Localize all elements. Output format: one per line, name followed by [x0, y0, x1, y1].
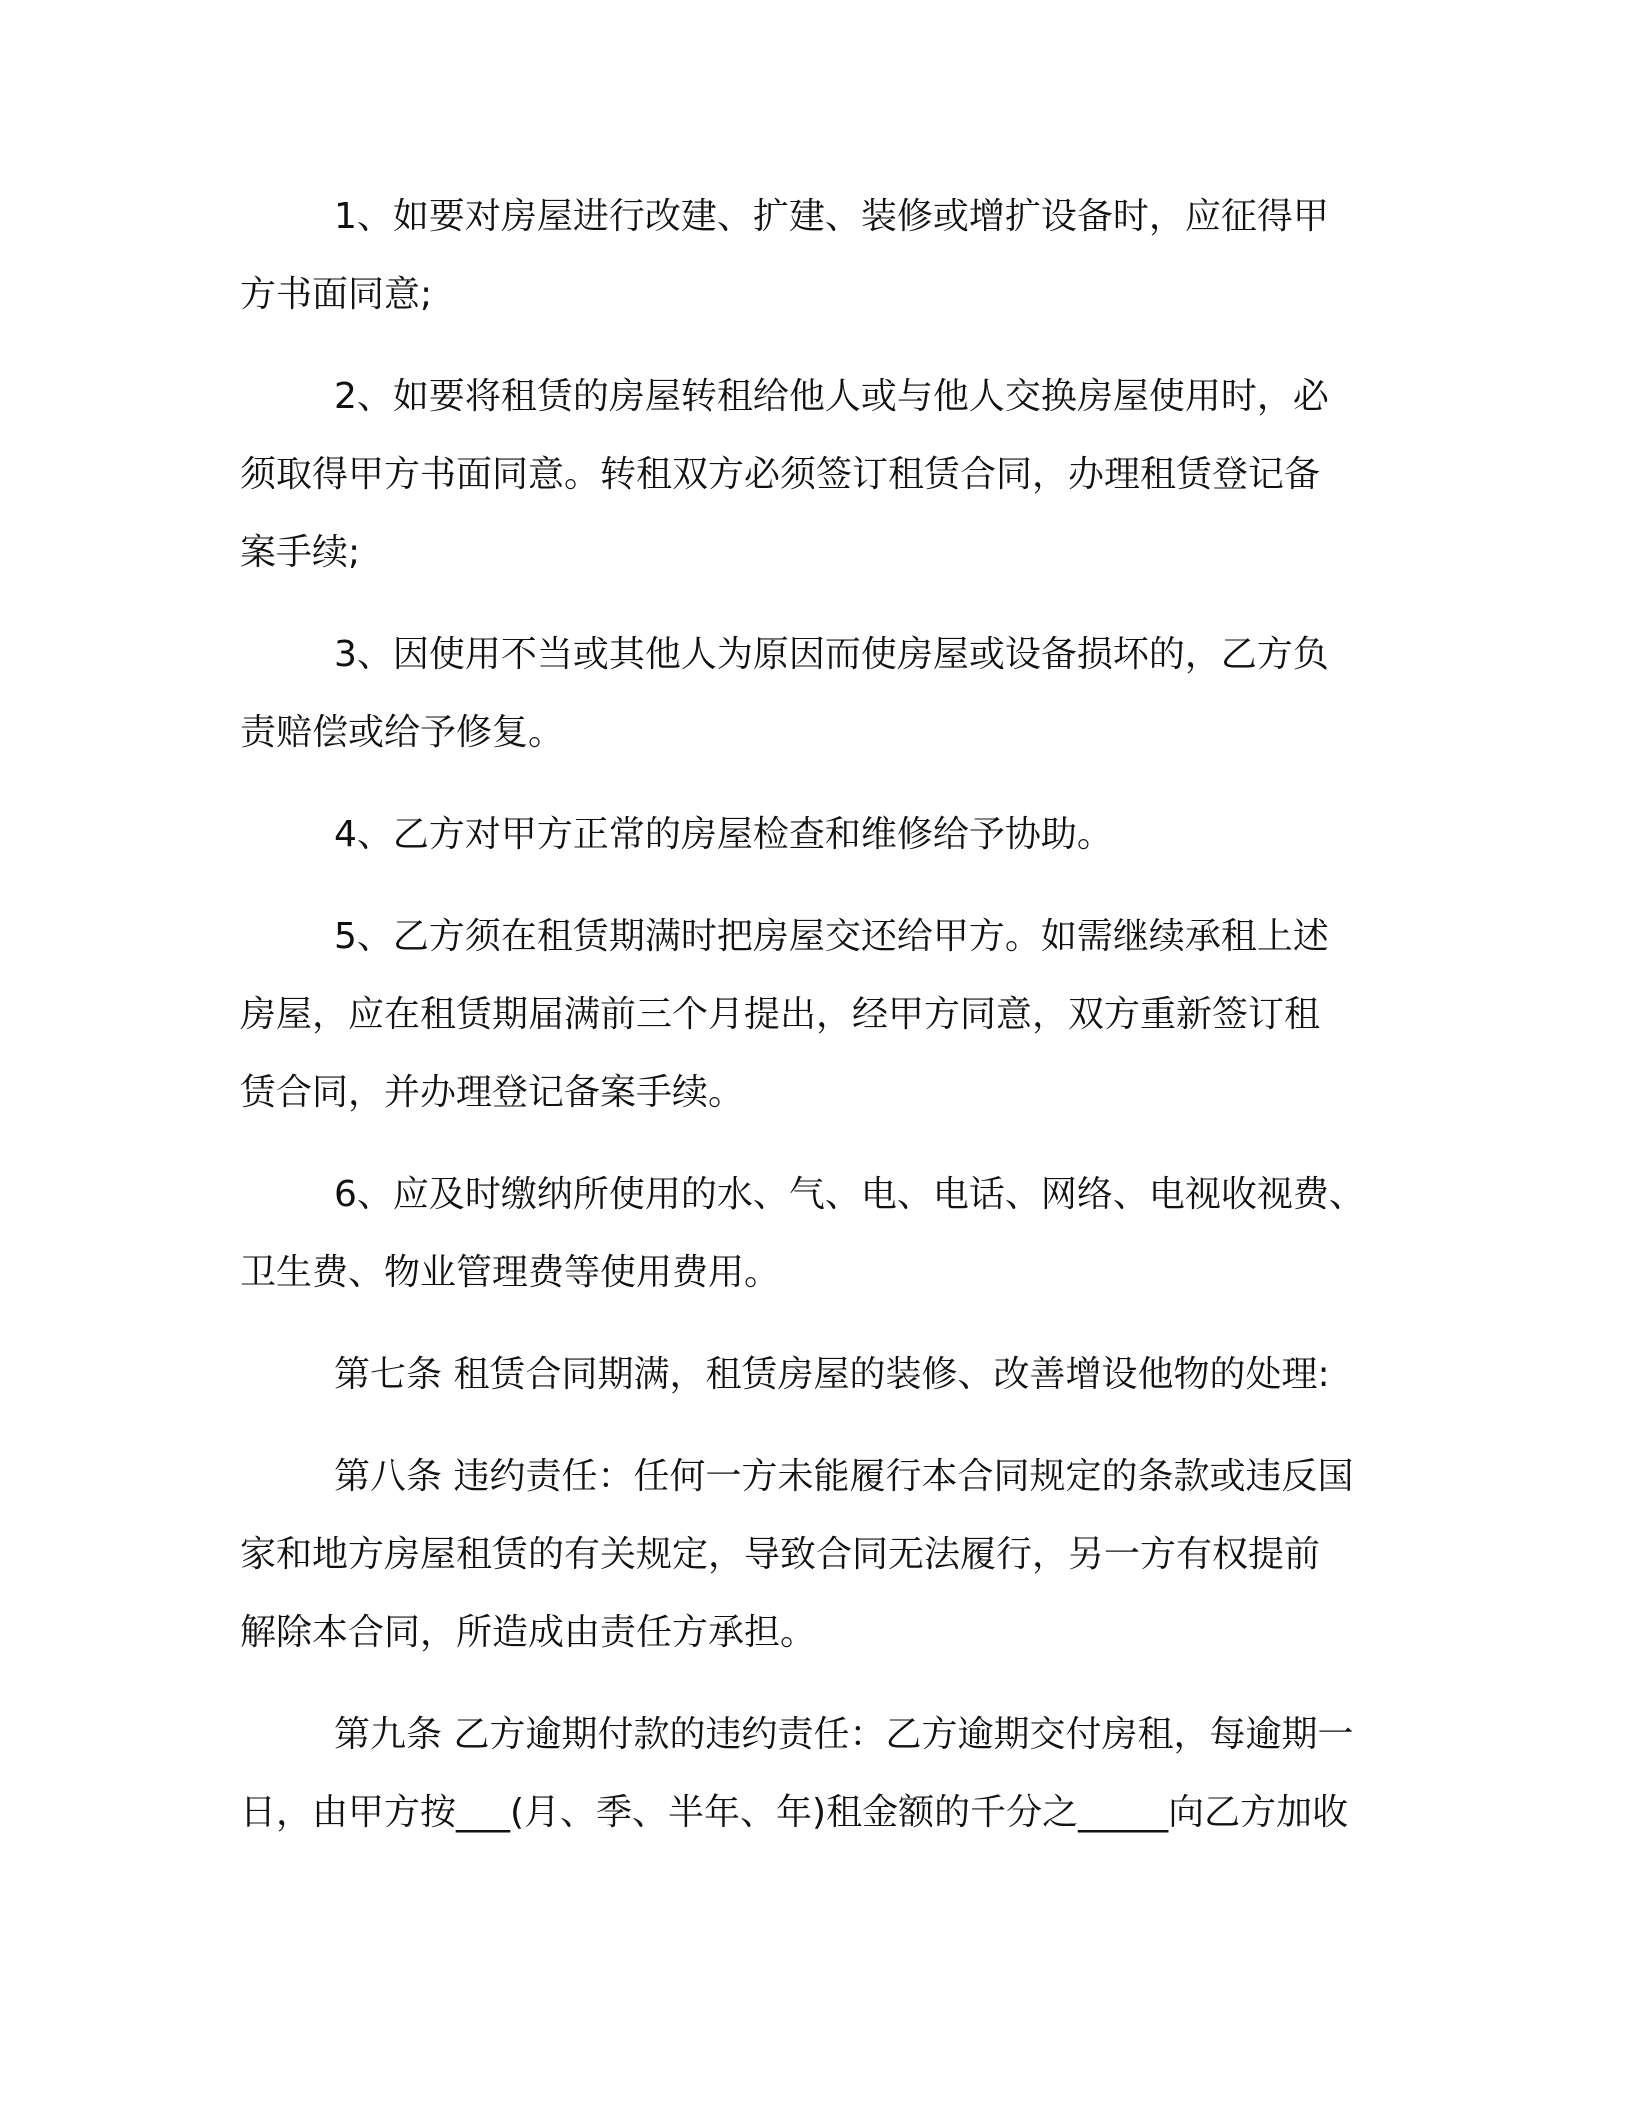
text-line: 须取得甲方书面同意。转租双方必须签订租赁合同，办理租赁登记备 — [240, 454, 1321, 495]
text-line: 2、如要将租赁的房屋转租给他人或与他人交换房屋使用时，必 — [334, 376, 1329, 417]
clause-item-4 — [240, 796, 1400, 874]
text-line: 6、应及时缴纳所使用的水、气、电、电话、网络、电视收视费、 — [334, 1174, 1365, 1215]
text-line: 责赔偿或给予修复。 — [240, 712, 565, 753]
article-nine — [240, 1696, 1400, 1852]
text-line: 第九条 乙方逾期付款的违约责任：乙方逾期交付房租，每逾期一 — [334, 1714, 1354, 1755]
text-line: 房屋，应在租赁期届满前三个月提出，经甲方同意，双方重新签订租 — [240, 994, 1321, 1035]
article-seven — [240, 1336, 1400, 1414]
text-line: 第八条 违约责任：任何一方未能履行本合同规定的条款或违反国 — [334, 1456, 1354, 1497]
text-line: 第七条 租赁合同期满，租赁房屋的装修、改善增设他物的处理: — [334, 1354, 1330, 1395]
text-line: 4、乙方对甲方正常的房屋检查和维修给予协助。 — [334, 814, 1113, 855]
clause-item-3 — [240, 616, 1400, 772]
text-line: 5、乙方须在租赁期满时把房屋交还给甲方。如需继续承租上述 — [334, 916, 1329, 957]
text-line: 3、因使用不当或其他人为原因而使房屋或设备损坏的，乙方负 — [334, 634, 1329, 675]
text-line: 赁合同，并办理登记备案手续。 — [240, 1072, 745, 1113]
clause-item-1 — [240, 178, 1400, 334]
clause-item-2 — [240, 358, 1400, 592]
text-line: 日，由甲方按___(月、季、半年、年)租金额的千分之_____向乙方加收 — [240, 1792, 1349, 1833]
text-line: 家和地方房屋租赁的有关规定，导致合同无法履行，另一方有权提前 — [240, 1534, 1321, 1575]
text-line: 方书面同意; — [240, 274, 433, 315]
text-line: 案手续; — [240, 532, 361, 573]
text-line: 解除本合同，所造成由责任方承担。 — [240, 1612, 817, 1653]
clause-item-6 — [240, 1156, 1400, 1312]
text-line: 卫生费、物业管理费等使用费用。 — [240, 1252, 781, 1293]
text-line: 1、如要对房屋进行改建、扩建、装修或增扩设备时，应征得甲 — [334, 196, 1329, 237]
article-eight — [240, 1438, 1400, 1672]
clause-item-5 — [240, 898, 1400, 1132]
